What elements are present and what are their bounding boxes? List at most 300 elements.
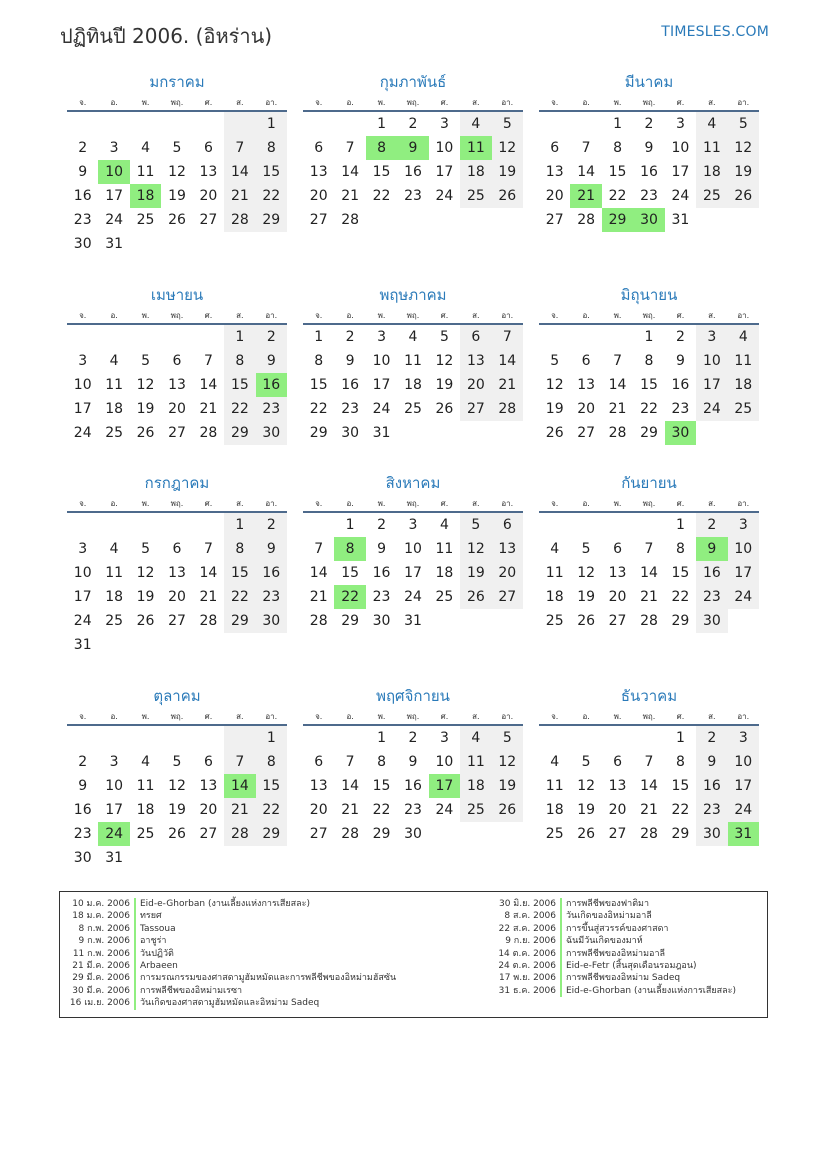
- holiday-date: 18 ม.ค. 2006: [72, 911, 130, 922]
- weekday-label: พฤ.: [170, 311, 184, 320]
- weekday-label: อา.: [501, 499, 514, 508]
- holiday-marker: [560, 935, 562, 947]
- holiday-date: 9 ก.พ. 2006: [78, 936, 130, 947]
- day-cell: 19: [136, 401, 155, 417]
- day-empty: [224, 846, 255, 870]
- day-empty: [98, 726, 129, 750]
- holiday-date: 30 มี.ค. 2006: [72, 985, 130, 996]
- day-cell: 11: [404, 353, 422, 369]
- day-cell: 23: [671, 401, 690, 417]
- day-cell: 2: [696, 726, 727, 750]
- month-name: กุมภาพันธ์: [379, 73, 447, 91]
- day-empty: [570, 726, 601, 750]
- day-cell: 7: [224, 750, 255, 774]
- day-cell: 18: [404, 377, 422, 393]
- weekday-label: ส.: [708, 499, 716, 508]
- day-cell: 2: [644, 116, 654, 132]
- day-cell: 2: [78, 754, 88, 770]
- day-empty: [303, 513, 334, 537]
- weekday-label: พฤ.: [642, 98, 656, 107]
- day-cell: 9: [256, 349, 287, 373]
- day-cell: 18: [545, 589, 564, 605]
- day-cell: 25: [404, 401, 422, 417]
- day-empty: [130, 513, 161, 537]
- day-cell: 18: [728, 373, 759, 397]
- day-cell: 14: [640, 778, 658, 794]
- weekday-header: [67, 94, 287, 112]
- day-cell: 12: [136, 377, 155, 393]
- day-cell: 14: [199, 377, 218, 393]
- day-grid: [303, 513, 523, 633]
- day-empty: [429, 822, 460, 846]
- day-cell: 23: [73, 826, 92, 842]
- day-cell: 19: [492, 160, 523, 184]
- weekday-label: ศ.: [440, 311, 449, 320]
- day-cell: 16: [671, 377, 690, 393]
- day-cell: 15: [256, 160, 287, 184]
- day-cell: 7: [203, 353, 213, 369]
- day-cell: 1: [256, 112, 287, 136]
- weekday-label: พ.: [141, 499, 150, 508]
- day-cell: 25: [136, 826, 155, 842]
- day-cell: 15: [341, 565, 360, 581]
- holiday-name: การพลีชีพของอิหม่ามอาลี: [566, 948, 666, 959]
- day-cell: 22: [256, 184, 287, 208]
- day-empty: [539, 513, 570, 537]
- day-cell: 14: [199, 565, 218, 581]
- day-cell: 19: [435, 377, 454, 393]
- day-cell: 6: [172, 541, 182, 557]
- day-cell: 27: [608, 826, 627, 842]
- day-cell: 24: [435, 188, 454, 204]
- holiday-item: [498, 960, 736, 972]
- day-empty: [67, 726, 98, 750]
- weekday-label: อา.: [265, 499, 278, 508]
- weekday-label: พ.: [377, 98, 386, 107]
- day-cell: 6: [203, 754, 213, 770]
- day-cell: 3: [109, 140, 119, 156]
- weekday-label: อา.: [501, 712, 514, 721]
- day-cell: 16: [256, 561, 287, 585]
- day-cell: 20: [199, 802, 218, 818]
- day-cell: 21: [199, 401, 218, 417]
- day-grid: [67, 325, 287, 445]
- month-name: พฤษภาคม: [379, 286, 447, 304]
- month-name: เมษายน: [150, 286, 204, 304]
- day-cell: 2: [78, 140, 88, 156]
- weekday-label: จ.: [315, 98, 323, 107]
- weekday-label: อ.: [346, 98, 354, 107]
- holiday-marker: [560, 960, 562, 972]
- day-cell: 10: [696, 349, 727, 373]
- day-empty: [492, 822, 523, 846]
- holiday-name: วันเกิดของอิหม่ามอาลี: [566, 911, 652, 922]
- holiday-date: 29 มี.ค. 2006: [72, 973, 130, 984]
- day-cell: 14: [309, 565, 328, 581]
- day-cell: 17: [728, 774, 759, 798]
- day-cell: 8: [256, 750, 287, 774]
- weekday-label: อ.: [582, 499, 590, 508]
- day-cell: 4: [728, 325, 759, 349]
- day-empty: [492, 208, 523, 232]
- month-block: [303, 285, 523, 445]
- holiday-day-cell: 24: [98, 822, 129, 846]
- day-cell: 11: [435, 541, 454, 557]
- holiday-name: วันเกิดของศาสดามูฮัมหมัดและอิหม่าม Sadeq: [140, 998, 320, 1009]
- weekday-label: จ.: [551, 311, 559, 320]
- day-cell: 16: [696, 774, 727, 798]
- day-cell: 7: [581, 140, 591, 156]
- weekday-label: ส.: [472, 311, 480, 320]
- holiday-marker: [134, 972, 136, 984]
- holiday-date: 31 ธ.ค. 2006: [498, 985, 556, 996]
- day-empty: [397, 208, 428, 232]
- holiday-item: [66, 997, 396, 1009]
- day-cell: 20: [608, 589, 627, 605]
- weekday-label: อ.: [582, 98, 590, 107]
- day-cell: 24: [105, 212, 124, 228]
- weekday-label: จ.: [79, 499, 87, 508]
- day-cell: 1: [345, 517, 355, 533]
- weekday-label: อ.: [346, 712, 354, 721]
- day-empty: [602, 726, 633, 750]
- holiday-day-cell: 9: [696, 537, 727, 561]
- holiday-item: [66, 935, 396, 947]
- weekday-label: พฤ.: [406, 311, 420, 320]
- day-cell: 24: [696, 397, 727, 421]
- weekday-label: พ.: [613, 712, 622, 721]
- holiday-marker: [134, 935, 136, 947]
- weekday-label: อ.: [582, 311, 590, 320]
- day-cell: 20: [309, 802, 328, 818]
- weekday-label: พฤ.: [406, 499, 420, 508]
- site-brand-link[interactable]: TIMESLES.COM: [661, 24, 769, 40]
- holiday-day-cell: 11: [460, 136, 491, 160]
- day-empty: [303, 726, 334, 750]
- weekday-label: จ.: [315, 712, 323, 721]
- day-empty: [492, 421, 523, 445]
- day-cell: 10: [404, 541, 422, 557]
- day-empty: [728, 609, 759, 633]
- day-cell: 29: [224, 609, 255, 633]
- weekday-label: พ.: [141, 98, 150, 107]
- day-cell: 10: [73, 377, 92, 393]
- day-cell: 28: [341, 212, 360, 228]
- weekday-label: ส.: [708, 712, 716, 721]
- day-cell: 4: [460, 726, 491, 750]
- day-empty: [67, 513, 98, 537]
- holiday-item: [66, 960, 396, 972]
- day-cell: 2: [696, 513, 727, 537]
- weekday-header: [67, 307, 287, 325]
- day-cell: 15: [309, 377, 328, 393]
- day-cell: 9: [256, 537, 287, 561]
- day-cell: 8: [256, 136, 287, 160]
- day-cell: 17: [404, 565, 422, 581]
- day-empty: [193, 726, 224, 750]
- weekday-header: [539, 307, 759, 325]
- day-cell: 8: [675, 754, 685, 770]
- day-cell: 24: [435, 802, 454, 818]
- day-empty: [130, 112, 161, 136]
- weekday-label: ศ.: [440, 98, 449, 107]
- holiday-marker: [560, 972, 562, 984]
- day-cell: 6: [613, 754, 623, 770]
- day-cell: 10: [435, 754, 454, 770]
- day-cell: 5: [492, 726, 523, 750]
- day-cell: 12: [577, 565, 596, 581]
- day-cell: 17: [105, 188, 124, 204]
- day-empty: [161, 232, 192, 256]
- day-cell: 26: [577, 613, 596, 629]
- month-block: [303, 686, 523, 846]
- day-cell: 5: [581, 754, 591, 770]
- day-cell: 16: [73, 188, 92, 204]
- day-cell: 17: [696, 373, 727, 397]
- day-cell: 16: [404, 164, 422, 180]
- day-grid: [67, 513, 287, 657]
- day-cell: 1: [256, 726, 287, 750]
- day-cell: 1: [224, 325, 255, 349]
- day-cell: 1: [314, 329, 324, 345]
- day-cell: 28: [608, 425, 627, 441]
- day-cell: 24: [73, 613, 92, 629]
- holiday-name: Arbaeen: [140, 960, 178, 971]
- day-cell: 27: [577, 425, 596, 441]
- day-cell: 3: [728, 726, 759, 750]
- holiday-marker: [134, 985, 136, 997]
- day-cell: 10: [671, 140, 690, 156]
- day-cell: 18: [435, 565, 454, 581]
- day-empty: [492, 609, 523, 633]
- holiday-day-cell: 18: [130, 184, 161, 208]
- day-cell: 5: [439, 329, 449, 345]
- day-empty: [98, 112, 129, 136]
- day-empty: [539, 726, 570, 750]
- day-cell: 14: [577, 164, 596, 180]
- holiday-marker: [134, 898, 136, 910]
- weekday-header: [303, 708, 523, 726]
- weekday-label: ส.: [472, 98, 480, 107]
- day-cell: 25: [728, 397, 759, 421]
- weekday-label: จ.: [315, 499, 323, 508]
- day-cell: 12: [577, 778, 596, 794]
- day-cell: 28: [309, 613, 328, 629]
- holiday-column-left: [66, 898, 396, 1010]
- day-cell: 17: [372, 377, 391, 393]
- weekday-label: พ.: [377, 311, 386, 320]
- holiday-date: 22 ส.ค. 2006: [498, 923, 556, 934]
- month-block: [67, 72, 287, 256]
- day-cell: 21: [640, 802, 658, 818]
- day-cell: 7: [345, 754, 355, 770]
- day-empty: [130, 846, 161, 870]
- day-cell: 20: [168, 401, 186, 417]
- day-cell: 24: [404, 589, 422, 605]
- day-cell: 2: [256, 325, 287, 349]
- day-cell: 7: [203, 541, 213, 557]
- day-cell: 22: [224, 397, 255, 421]
- day-empty: [98, 325, 129, 349]
- day-cell: 4: [550, 754, 560, 770]
- day-cell: 9: [377, 541, 387, 557]
- day-cell: 29: [341, 613, 360, 629]
- day-grid: [67, 726, 287, 870]
- holiday-marker: [560, 898, 562, 910]
- weekday-label: ศ.: [204, 311, 213, 320]
- holiday-marker: [134, 948, 136, 960]
- day-cell: 3: [728, 513, 759, 537]
- day-cell: 7: [644, 541, 654, 557]
- holiday-day-cell: 10: [98, 160, 129, 184]
- weekday-header: [303, 307, 523, 325]
- day-cell: 28: [577, 212, 596, 228]
- day-cell: 12: [460, 537, 491, 561]
- holiday-name: การพลีชีพของอิหม่าม Sadeq: [566, 973, 681, 984]
- holiday-date: 11 ก.พ. 2006: [72, 948, 130, 959]
- day-grid: [67, 112, 287, 256]
- day-cell: 13: [608, 778, 627, 794]
- day-cell: 22: [372, 188, 391, 204]
- day-cell: 13: [309, 164, 328, 180]
- day-cell: 22: [671, 802, 690, 818]
- day-cell: 30: [404, 826, 422, 842]
- day-cell: 4: [109, 353, 119, 369]
- day-empty: [602, 513, 633, 537]
- day-empty: [460, 609, 491, 633]
- day-cell: 10: [435, 140, 454, 156]
- day-grid: [303, 726, 523, 846]
- day-cell: 8: [675, 541, 685, 557]
- day-cell: 25: [545, 826, 564, 842]
- day-cell: 1: [675, 517, 685, 533]
- day-cell: 6: [460, 325, 491, 349]
- day-cell: 9: [408, 754, 418, 770]
- day-empty: [539, 325, 570, 349]
- weekday-header: [67, 708, 287, 726]
- day-cell: 21: [640, 589, 658, 605]
- holiday-date: 10 ม.ค. 2006: [72, 899, 130, 909]
- day-cell: 11: [136, 778, 155, 794]
- day-cell: 23: [256, 397, 287, 421]
- day-cell: 10: [728, 537, 759, 561]
- weekday-label: ศ.: [676, 98, 685, 107]
- holiday-day-cell: 31: [728, 822, 759, 846]
- holiday-day-cell: 8: [334, 537, 365, 561]
- day-empty: [570, 325, 601, 349]
- day-empty: [161, 112, 192, 136]
- day-cell: 8: [644, 353, 654, 369]
- day-cell: 16: [341, 377, 360, 393]
- day-cell: 23: [640, 188, 658, 204]
- weekday-label: อา.: [737, 311, 750, 320]
- day-empty: [193, 846, 224, 870]
- weekday-label: ศ.: [204, 499, 213, 508]
- day-cell: 17: [728, 561, 759, 585]
- weekday-label: อ.: [110, 311, 118, 320]
- day-cell: 7: [644, 754, 654, 770]
- day-cell: 4: [460, 112, 491, 136]
- day-cell: 25: [696, 184, 727, 208]
- day-cell: 7: [224, 136, 255, 160]
- day-cell: 11: [105, 565, 124, 581]
- holiday-name: Eid-e-Fetr (สิ้นสุดเดือนรอมฎอน): [566, 960, 697, 971]
- day-grid: [303, 325, 523, 445]
- day-cell: 20: [545, 188, 564, 204]
- weekday-label: จ.: [79, 712, 87, 721]
- day-empty: [67, 325, 98, 349]
- day-cell: 17: [73, 401, 92, 417]
- day-cell: 18: [460, 160, 491, 184]
- day-cell: 10: [728, 750, 759, 774]
- day-empty: [98, 633, 129, 657]
- day-cell: 4: [109, 541, 119, 557]
- day-empty: [161, 325, 192, 349]
- weekday-label: ส.: [472, 499, 480, 508]
- weekday-label: ศ.: [676, 712, 685, 721]
- day-cell: 8: [377, 754, 387, 770]
- day-cell: 13: [577, 377, 596, 393]
- weekday-label: ศ.: [440, 499, 449, 508]
- month-name: กันยายน: [621, 474, 677, 492]
- day-empty: [303, 112, 334, 136]
- day-cell: 16: [640, 164, 658, 180]
- day-cell: 5: [460, 513, 491, 537]
- day-cell: 6: [172, 353, 182, 369]
- weekday-label: ส.: [236, 712, 244, 721]
- day-cell: 25: [105, 613, 124, 629]
- weekday-label: จ.: [79, 98, 87, 107]
- weekday-label: อา.: [737, 712, 750, 721]
- day-cell: 21: [224, 184, 255, 208]
- day-cell: 5: [550, 353, 560, 369]
- day-empty: [460, 208, 491, 232]
- day-cell: 24: [728, 585, 759, 609]
- holiday-item: [66, 948, 396, 960]
- day-cell: 8: [224, 349, 255, 373]
- day-empty: [602, 325, 633, 349]
- day-cell: 3: [78, 353, 88, 369]
- day-cell: 19: [460, 561, 491, 585]
- weekday-label: ส.: [708, 311, 716, 320]
- day-grid: [539, 513, 759, 633]
- holiday-name: Eid-e-Ghorban (งานเลี้ยงแห่งการเสียสละ): [566, 985, 736, 996]
- day-cell: 29: [224, 421, 255, 445]
- day-empty: [193, 232, 224, 256]
- day-cell: 11: [460, 750, 491, 774]
- day-cell: 12: [545, 377, 564, 393]
- holiday-date: 30 มิ.ย. 2006: [498, 899, 556, 909]
- day-cell: 3: [696, 325, 727, 349]
- day-cell: 1: [224, 513, 255, 537]
- day-cell: 3: [408, 517, 418, 533]
- day-cell: 15: [671, 565, 690, 581]
- holiday-name: การพลีชีพของฟาติมา: [566, 899, 650, 909]
- day-cell: 23: [404, 188, 422, 204]
- holiday-day-cell: 16: [256, 373, 287, 397]
- day-cell: 1: [377, 730, 387, 746]
- weekday-label: พฤ.: [642, 499, 656, 508]
- day-cell: 6: [550, 140, 560, 156]
- holiday-name: การขึ้นสู่สวรรค์ของศาสดา: [566, 923, 669, 934]
- day-empty: [397, 421, 428, 445]
- day-cell: 10: [105, 778, 124, 794]
- day-cell: 17: [73, 589, 92, 605]
- day-cell: 28: [640, 826, 658, 842]
- weekday-label: พ.: [377, 712, 386, 721]
- holiday-item: [66, 923, 396, 935]
- day-cell: 15: [372, 778, 391, 794]
